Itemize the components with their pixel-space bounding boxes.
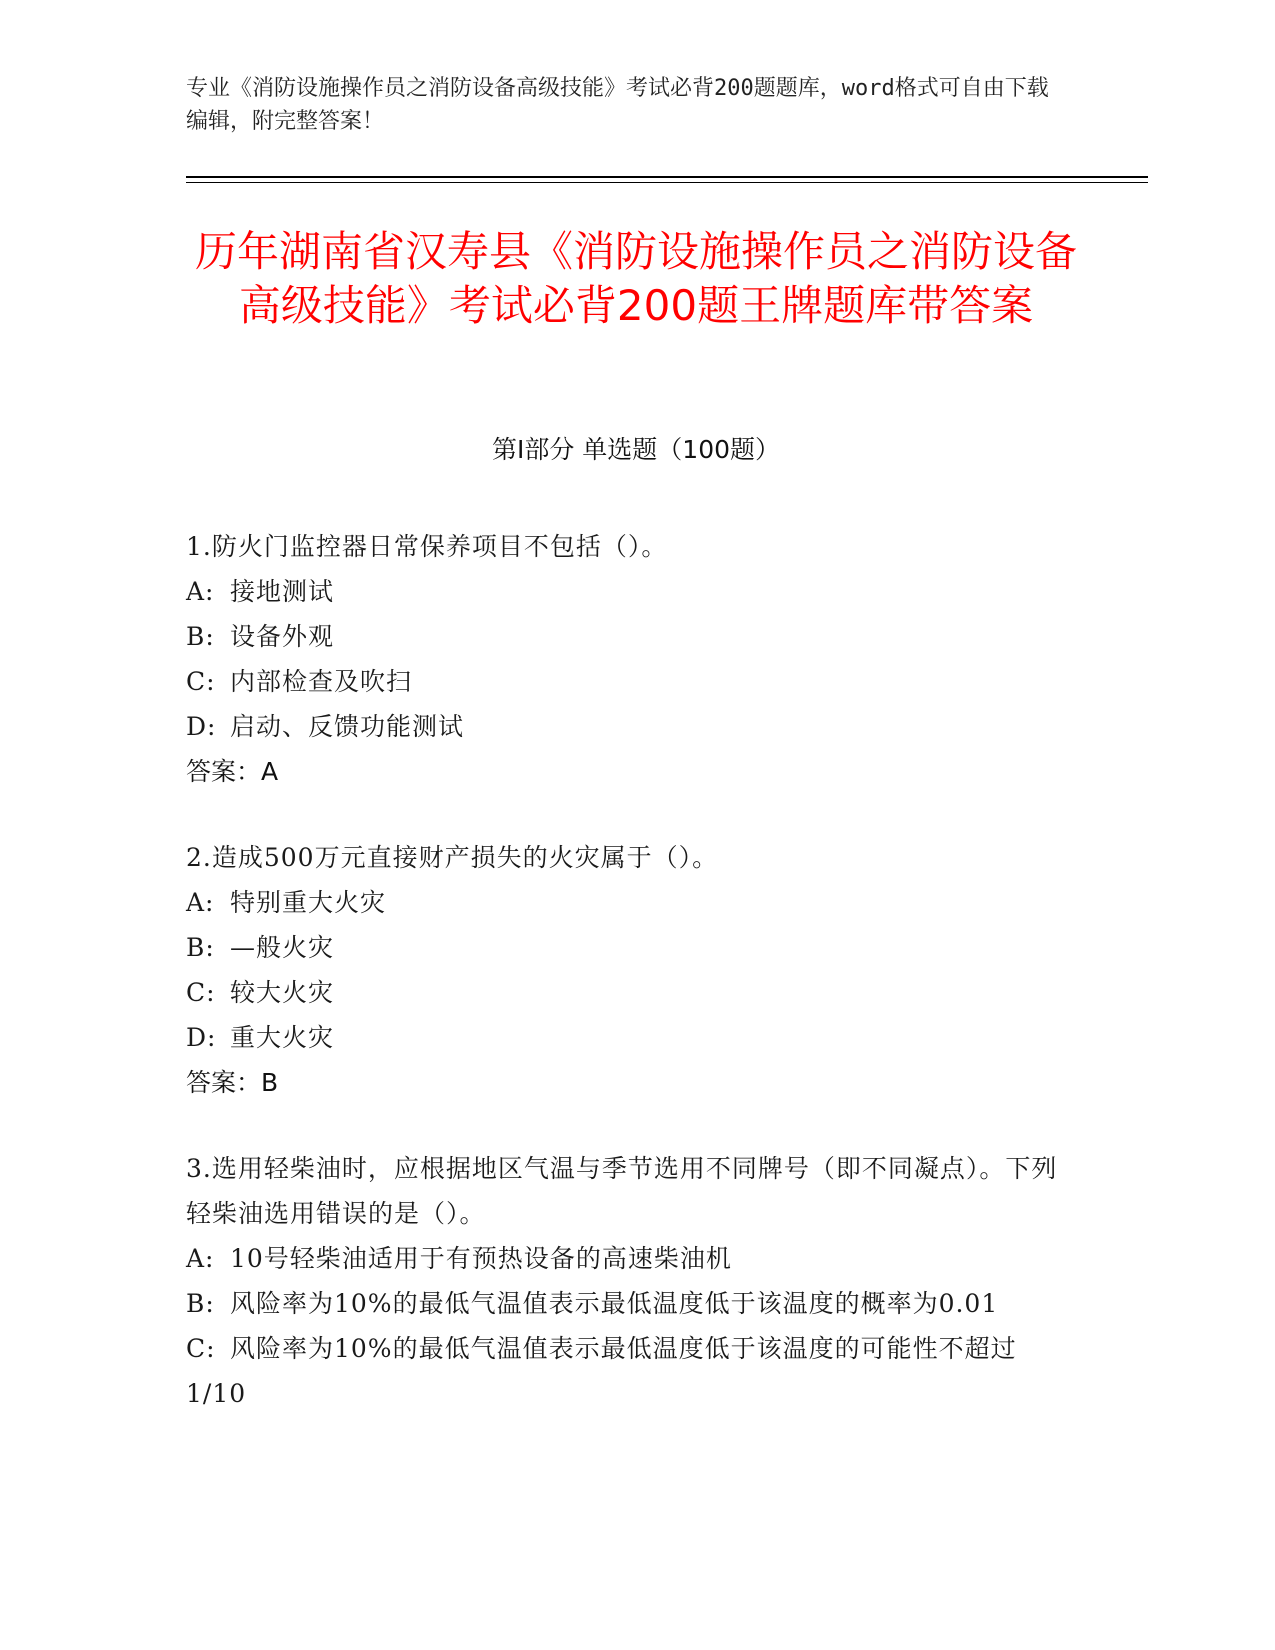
question-3 <box>186 1146 1066 1416</box>
header-note: 专业《消防设施操作员之消防设备高级技能》考试必背200题题库，word格式可自由下载编辑，附完整答案！ <box>186 76 1049 134</box>
option-label: B: <box>186 622 215 651</box>
option-c <box>186 1326 1066 1416</box>
option-d <box>186 1015 1066 1060</box>
option-label: A: <box>186 888 215 917</box>
header-rule-thin <box>186 182 1148 183</box>
header-rule-thick <box>186 176 1148 178</box>
option-label: D: <box>186 1023 217 1052</box>
option-label: C: <box>186 667 216 696</box>
option-text: 较大火灾 <box>230 978 335 1007</box>
question-stem: 1.防火门监控器日常保养项目不包括（）。 <box>186 532 668 561</box>
option-text: 设备外观 <box>230 622 335 651</box>
option-text: 特别重大火灾 <box>230 888 387 917</box>
document-title: 历年湖南省汉寿县《消防设施操作员之消防设备高级技能》考试必背200题王牌题库带答案 <box>194 227 1077 330</box>
option-b <box>186 614 1066 659</box>
answer-line: 答案：A <box>186 757 279 786</box>
option-d <box>186 704 1066 749</box>
option-text: 风险率为10%的最低气温值表示最低温度低于该温度的概率为0.01 <box>230 1289 999 1318</box>
answer-line: 答案：B <box>186 1068 279 1097</box>
option-a <box>186 569 1066 614</box>
option-label: B: <box>186 933 215 962</box>
option-b <box>186 1281 1066 1326</box>
option-b <box>186 925 1066 970</box>
question-stem: 3.选用轻柴油时，应根据地区气温与季节选用不同牌号（即不同凝点）。下列轻柴油选用错误的是（）。 <box>186 1154 1058 1228</box>
question-stem: 2.造成500万元直接财产损失的火灾属于（）。 <box>186 843 719 872</box>
option-text: 10号轻柴油适用于有预热设备的高速柴油机 <box>230 1244 732 1273</box>
option-label: B: <box>186 1289 215 1318</box>
option-a <box>186 880 1066 925</box>
option-a <box>186 1236 1066 1281</box>
option-c <box>186 659 1066 704</box>
option-label: D: <box>186 712 217 741</box>
section-heading: 第I部分 单选题（100题） <box>491 435 781 464</box>
question-list <box>186 524 1066 1457</box>
option-text: 重大火灾 <box>230 1023 335 1052</box>
option-label: C: <box>186 978 216 1007</box>
option-text: 启动、反馈功能测试 <box>230 712 465 741</box>
option-text: 风险率为10%的最低气温值表示最低温度低于该温度的可能性不超过1/10 <box>186 1334 1017 1408</box>
question-1 <box>186 524 1066 794</box>
option-text: —般火灾 <box>230 933 335 962</box>
question-2 <box>186 835 1066 1105</box>
option-c <box>186 970 1066 1015</box>
option-label: C: <box>186 1334 216 1363</box>
option-text: 内部检查及吹扫 <box>230 667 413 696</box>
option-label: A: <box>186 577 215 606</box>
option-text: 接地测试 <box>230 577 335 606</box>
option-label: A: <box>186 1244 215 1273</box>
